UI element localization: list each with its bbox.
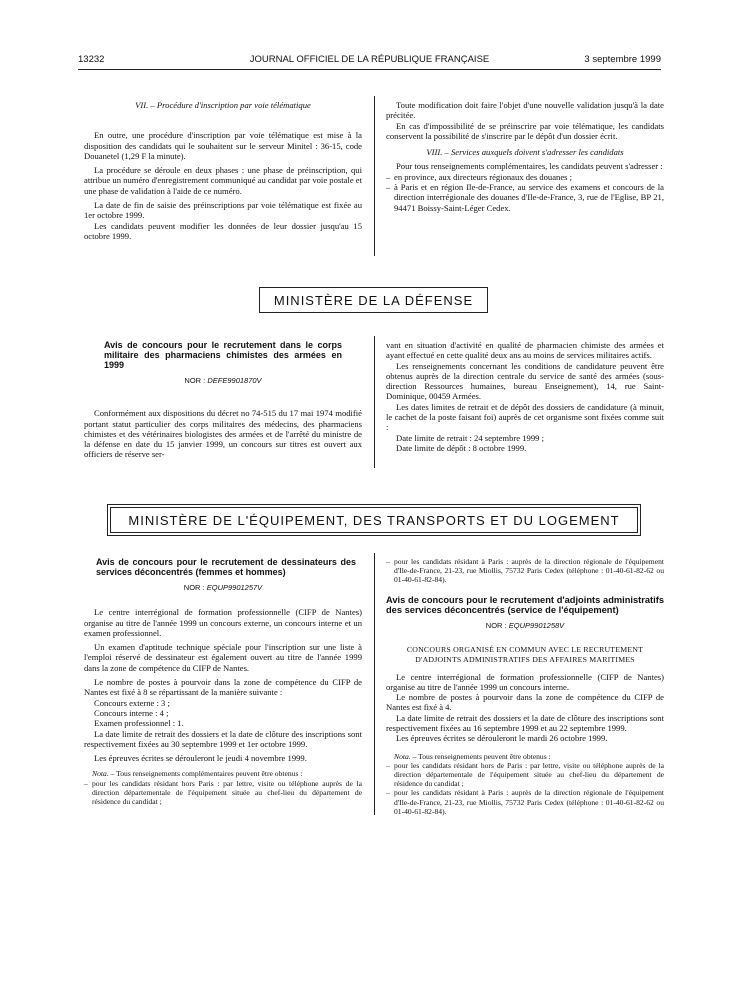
paragraph: Toute modification doit faire l'objet d'une nouvelle validation jusqu'à la date précitée.: [386, 100, 664, 121]
paragraph: Examen professionnel : 1.: [94, 718, 184, 729]
paragraph: La date limite de retrait des dossiers et la date de clôture des inscriptions sont respectivement fixées au 16 septembre 1999 et au 22 septembre 1999.: [386, 712, 664, 733]
paragraph: La procédure se déroule en deux phases : une phase de préinscription, qui attribue un numéro d'enregistrement communiqué au candidat par voie postale et une phase de validation à l'aide de ce numéro.: [84, 165, 362, 196]
column-separator: [374, 96, 375, 256]
nor-reference: NOR : EQUP9901257V: [183, 583, 263, 592]
page-number: 13232: [78, 54, 105, 65]
paragraph: Le nombre de postes à pourvoir dans la zone de compétence du CIFP de Nantes est fixé à 4.: [386, 692, 664, 713]
list-item: – pour les candidats résidant à Paris : auprès de la direction régionale de l'équipement d'Ile-de-France, 21-23, rue Miollis, 75732 Paris Cedex (téléphone : 01-40-61-82-62 ou 01-40-61-82-84).: [386, 557, 664, 585]
defense-left-column: [84, 340, 362, 460]
equipement-left-column: [84, 557, 362, 806]
paragraph: Les épreuves écrites se dérouleront le mardi 26 octobre 1999.: [396, 733, 608, 744]
paragraph: Les dates limites de retrait et de dépôt des dossiers de candidature (à minuit, le cachet de la poste faisant foi) auprès de cet organisme sont fixées comme suit :: [386, 401, 664, 433]
paragraph: Les candidats peuvent modifier les données de leur dossier jusqu'au 15 octobre 1999.: [84, 220, 362, 241]
nor-reference: NOR : DEFE9901870V: [184, 376, 262, 385]
defense-right-column: [386, 340, 664, 453]
notice-title: Avis de concours pour le recrutement dans le corps militaire des pharmaciens chimistes des armées en 1999: [104, 340, 342, 370]
nota-intro: Nota. – Tous renseignements peuvent être obtenus :: [394, 751, 551, 761]
nor-code: DEFE9901870V: [207, 376, 262, 385]
list-item: – en province, aux directeurs régionaux des douanes ;: [386, 172, 664, 182]
paragraph: Concours interne : 4 ;: [94, 707, 169, 718]
paragraph: Le centre interrégional de formation professionnelle (CIFP de Nantes) organise au titre de l'année 1999 un concours interne.: [386, 671, 664, 692]
paragraph: En cas d'impossibilité de se préinscrire par voie télématique, les candidats conservent la possibilité de s'inscrire par le dépôt d'un dossier écrit.: [386, 120, 664, 141]
column-separator: [374, 553, 375, 815]
list-item: – pour les candidats résidant hors de Paris : par lettre, visite ou téléphone auprès de la direction départementale de l'équipement située au chef-lieu du département de résidence du candidat ;: [386, 761, 664, 789]
nota-block: [84, 769, 362, 806]
paragraph: Pour tous renseignements complémentaires, les candidats peuvent s'adresser :: [396, 161, 663, 172]
section-title-viii: VIII. – Services auxquels doivent s'adresser les candidats: [426, 147, 624, 158]
list-item: – à Paris et en région Ile-de-France, au service des examens et concours de la direction interrégionale des douanes d'Ile-de-France, 3, rue de l'Eglise, BP 21, 94471 Boissy-Saint-Léger Cedex.: [386, 182, 664, 213]
paragraph: Date limite de retrait : 24 septembre 1999 ;: [396, 432, 544, 443]
paragraph: Le centre interrégional de formation professionnelle (CIFP de Nantes) organise au titre de l'année 1999 un concours externe, un concours interne et un examen professionnel.: [84, 607, 362, 638]
ministry-defense-heading: MINISTÈRE DE LA DÉFENSE: [259, 287, 488, 313]
paragraph: Le nombre de postes à pourvoir dans la zone de compétence du CIFP de Nantes est fixé à 8 se répartissant de la manière suivante :: [84, 677, 362, 698]
paragraph: Les épreuves écrites se dérouleront le jeudi 4 novembre 1999.: [94, 753, 307, 764]
ministry-equipement-heading: MINISTÈRE DE L'ÉQUIPEMENT, DES TRANSPORTS ET DU LOGEMENT: [110, 507, 638, 533]
header-rule: [78, 69, 661, 70]
paragraph: En outre, une procédure d'inscription par voie télématique est mise à la disposition des candidats qui le souhaitent sur le serveur Minitel : 36-15, code Douanetel (1,29 F la minute).: [84, 130, 362, 161]
top-left-column: [84, 100, 362, 241]
subheading: CONCOURS ORGANISÉ EN COMMUN AVEC LE RECRUTEMENT D'ADJOINTS ADMINISTRATIFS DES AFFAIRES MARITIMES: [406, 644, 644, 665]
paragraph: Un examen d'aptitude technique spéciale pour l'inscription sur une liste à l'emploi réservé de dessinateur est également ouvert au titre de l'année 1999 dans la zone de compétence du CIFP de Nantes.: [84, 642, 362, 673]
nor-code: EQUP9901258V: [508, 620, 565, 630]
paragraph: Conformément aux dispositions du décret no 74-515 du 17 mai 1974 modifié portant statut particulier des corps militaires des médecins, des pharmaciens chimistes et des vétérinaires biologistes des armées et de l'arrêté du ministre de la défense en date du 15 janvier 1999, un concours sur titres est ouvert aux officiers de réserve ser-: [84, 408, 362, 460]
list-item: – pour les candidats résidant hors Paris : par lettre, visite ou téléphone auprès de la direction départementale de l'équipement située au chef-lieu du département de résidence du candidat ;: [84, 779, 362, 807]
journal-title: JOURNAL OFFICIEL DE LA RÉPUBLIQUE FRANÇAISE: [249, 54, 490, 65]
paragraph: Concours externe : 3 ;: [94, 697, 170, 708]
section-title-vii: VII. – Procédure d'inscription par voie télématique: [135, 100, 311, 110]
nota-intro: Nota. – Tous renseignements complémentaires peuvent être obtenus :: [92, 769, 303, 779]
top-right-column: [386, 100, 664, 213]
paragraph: La date limite de retrait des dossiers et la date de clôture des inscriptions sont respectivement fixées au 30 septembre 1999 et 1er octobre 1999.: [84, 728, 362, 749]
nor-reference: NOR : EQUP9901258V: [485, 620, 565, 630]
column-separator: [374, 336, 375, 468]
notice-title: Avis de concours pour le recrutement de dessinateurs des services déconcentrés (femmes et hommes): [96, 557, 356, 577]
nor-code: EQUP9901257V: [206, 583, 263, 592]
list-item: – pour les candidats résidant à Paris : auprès de la direction régionale de l'équipement d'Ile-de-France, 21-23, rue Miollis, 75732 Paris Cedex (téléphone : 01-40-61-82-62 ou 01-40-61-82-84).: [386, 788, 664, 816]
paragraph: Date limite de dépôt : 8 octobre 1999.: [396, 442, 527, 453]
paragraph: Les renseignements concernant les conditions de candidature peuvent être obtenus auprès de la direction centrale du service de santé des armées (sous-direction Ressources humaines, bureau Enseignement), 14, rue Saint-Dominique, 00459 Armées.: [386, 360, 664, 402]
paragraph: La date de fin de saisie des préinscriptions par voie télématique est fixée au 1er octobre 1999.: [84, 200, 362, 221]
issue-date: 3 septembre 1999: [584, 54, 661, 65]
notice-title: Avis de concours pour le recrutement d'adjoints administratifs des services déconcentrés (service de l'équipement): [386, 594, 664, 615]
page-header: [78, 54, 661, 68]
equipement-right-column: [386, 557, 664, 816]
paragraph: vant en situation d'activité en qualité de pharmacien chimiste des armées et ayant effectué en cette qualité deux ans au moins de services militaires actifs.: [386, 340, 664, 361]
nota-block: [386, 752, 664, 816]
